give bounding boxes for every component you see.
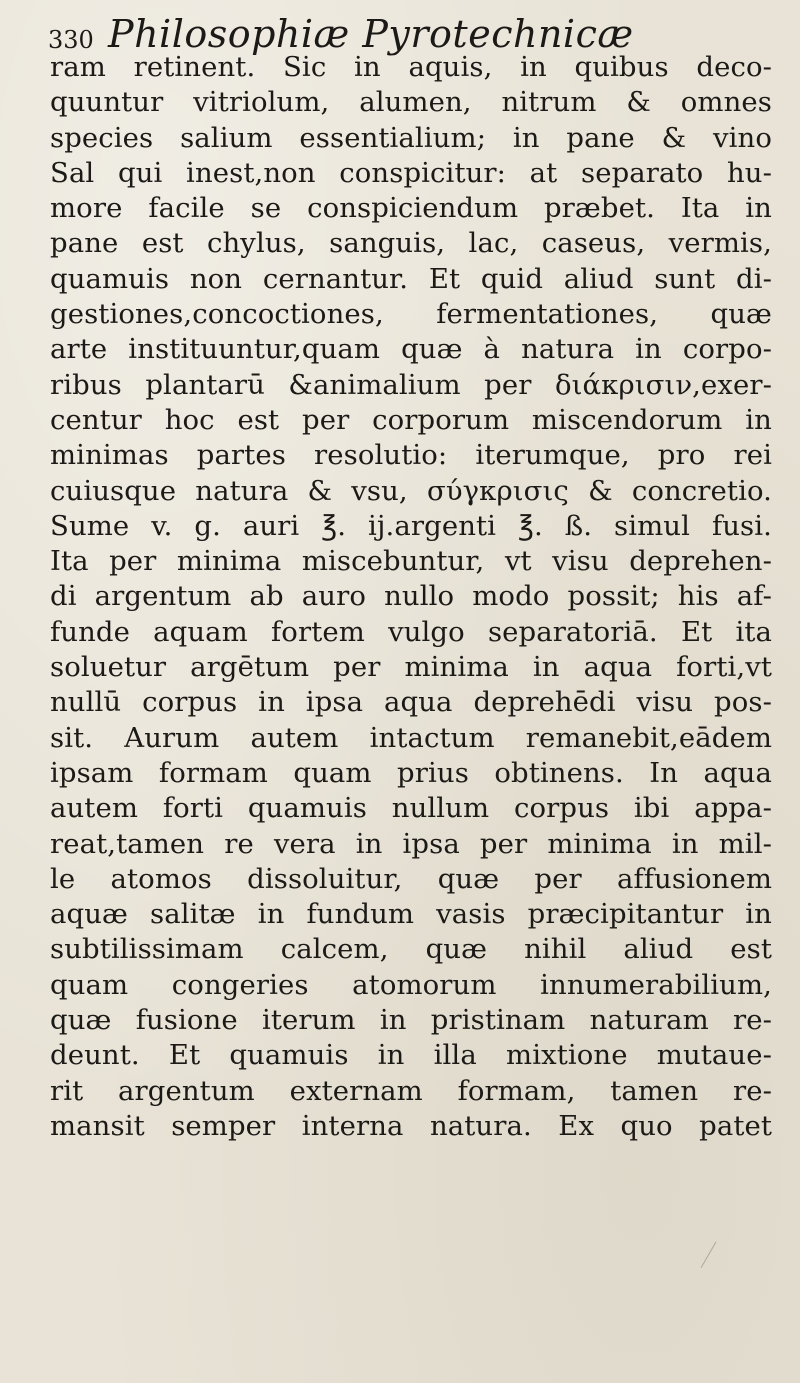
text-line: minimas partes resolutio: iterumque, pro rei <box>50 439 772 472</box>
body-text <box>50 50 772 1144</box>
text-line: quuntur vitriolum, alumen, nitrum & omnes <box>50 86 772 119</box>
text-line: Ita per minima miscebuntur, vt visu deprehen- <box>50 545 772 578</box>
running-title: Philosophiæ Pyrotechnicæ <box>108 12 634 56</box>
text-line: cuiusque natura & vsu, σύγκρισις & concretio. <box>50 474 772 507</box>
text-line: rit argentum externam formam, tamen re- <box>50 1074 772 1107</box>
text-line: di argentum ab auro nullo modo possit; his af- <box>50 580 772 613</box>
text-line: arte instituuntur,quam quæ à natura in corpo- <box>50 333 772 366</box>
text-line: soluetur argētum per minima in aqua forti,vt <box>50 651 772 684</box>
text-line: quamuis non cernantur. Et quid aliud sunt di- <box>50 262 772 295</box>
paper-mark <box>701 1242 718 1269</box>
text-line: more facile se conspiciendum præbet. Ita in <box>50 192 772 225</box>
text-line: subtilissimam calcem, quæ nihil aliud est <box>50 933 772 966</box>
text-line: pane est chylus, sanguis, lac, caseus, vermis, <box>50 227 772 260</box>
text-line: aquæ salitæ in fundum vasis præcipitantur in <box>50 898 772 931</box>
page-number: 330 <box>48 26 94 54</box>
text-line: quæ fusione iterum in pristinam naturam re- <box>50 1004 772 1037</box>
text-line: ipsam formam quam prius obtinens. In aqua <box>50 756 772 789</box>
text-line: deunt. Et quamuis in illa mixtione mutaue- <box>50 1039 772 1072</box>
text-line: species salium essentialium; in pane & vino <box>50 121 772 154</box>
text-line: mansit semper interna natura. Ex quo patet <box>50 1109 772 1142</box>
text-line: sit. Aurum autem intactum remanebit,eādem <box>50 721 772 754</box>
text-line: gestiones,concoctiones, fermentationes, quæ <box>50 298 772 331</box>
text-line: le atomos dissoluitur, quæ per affusionem <box>50 862 772 895</box>
text-line: Sal qui inest,non conspicitur: at separato hu- <box>50 156 772 189</box>
text-line: autem forti quamuis nullum corpus ibi appa- <box>50 792 772 825</box>
text-line: nullū corpus in ipsa aqua deprehēdi visu pos- <box>50 686 772 719</box>
text-line: Sume v. g. auri ℥. ij.argenti ℥. ß. simul fusi. <box>50 509 772 542</box>
text-line: ribus plantarū &animalium per διάκρισιν,exer- <box>50 368 772 401</box>
text-line: funde aquam fortem vulgo separatoriā. Et ita <box>50 615 772 648</box>
text-line: ram retinent. Sic in aquis, in quibus deco- <box>50 51 772 83</box>
text-line: reat,tamen re vera in ipsa per minima in mil- <box>50 827 772 860</box>
text-line: quam congeries atomorum innumerabilium, <box>50 968 772 1001</box>
text-line: centur hoc est per corporum miscendorum in <box>50 403 772 436</box>
